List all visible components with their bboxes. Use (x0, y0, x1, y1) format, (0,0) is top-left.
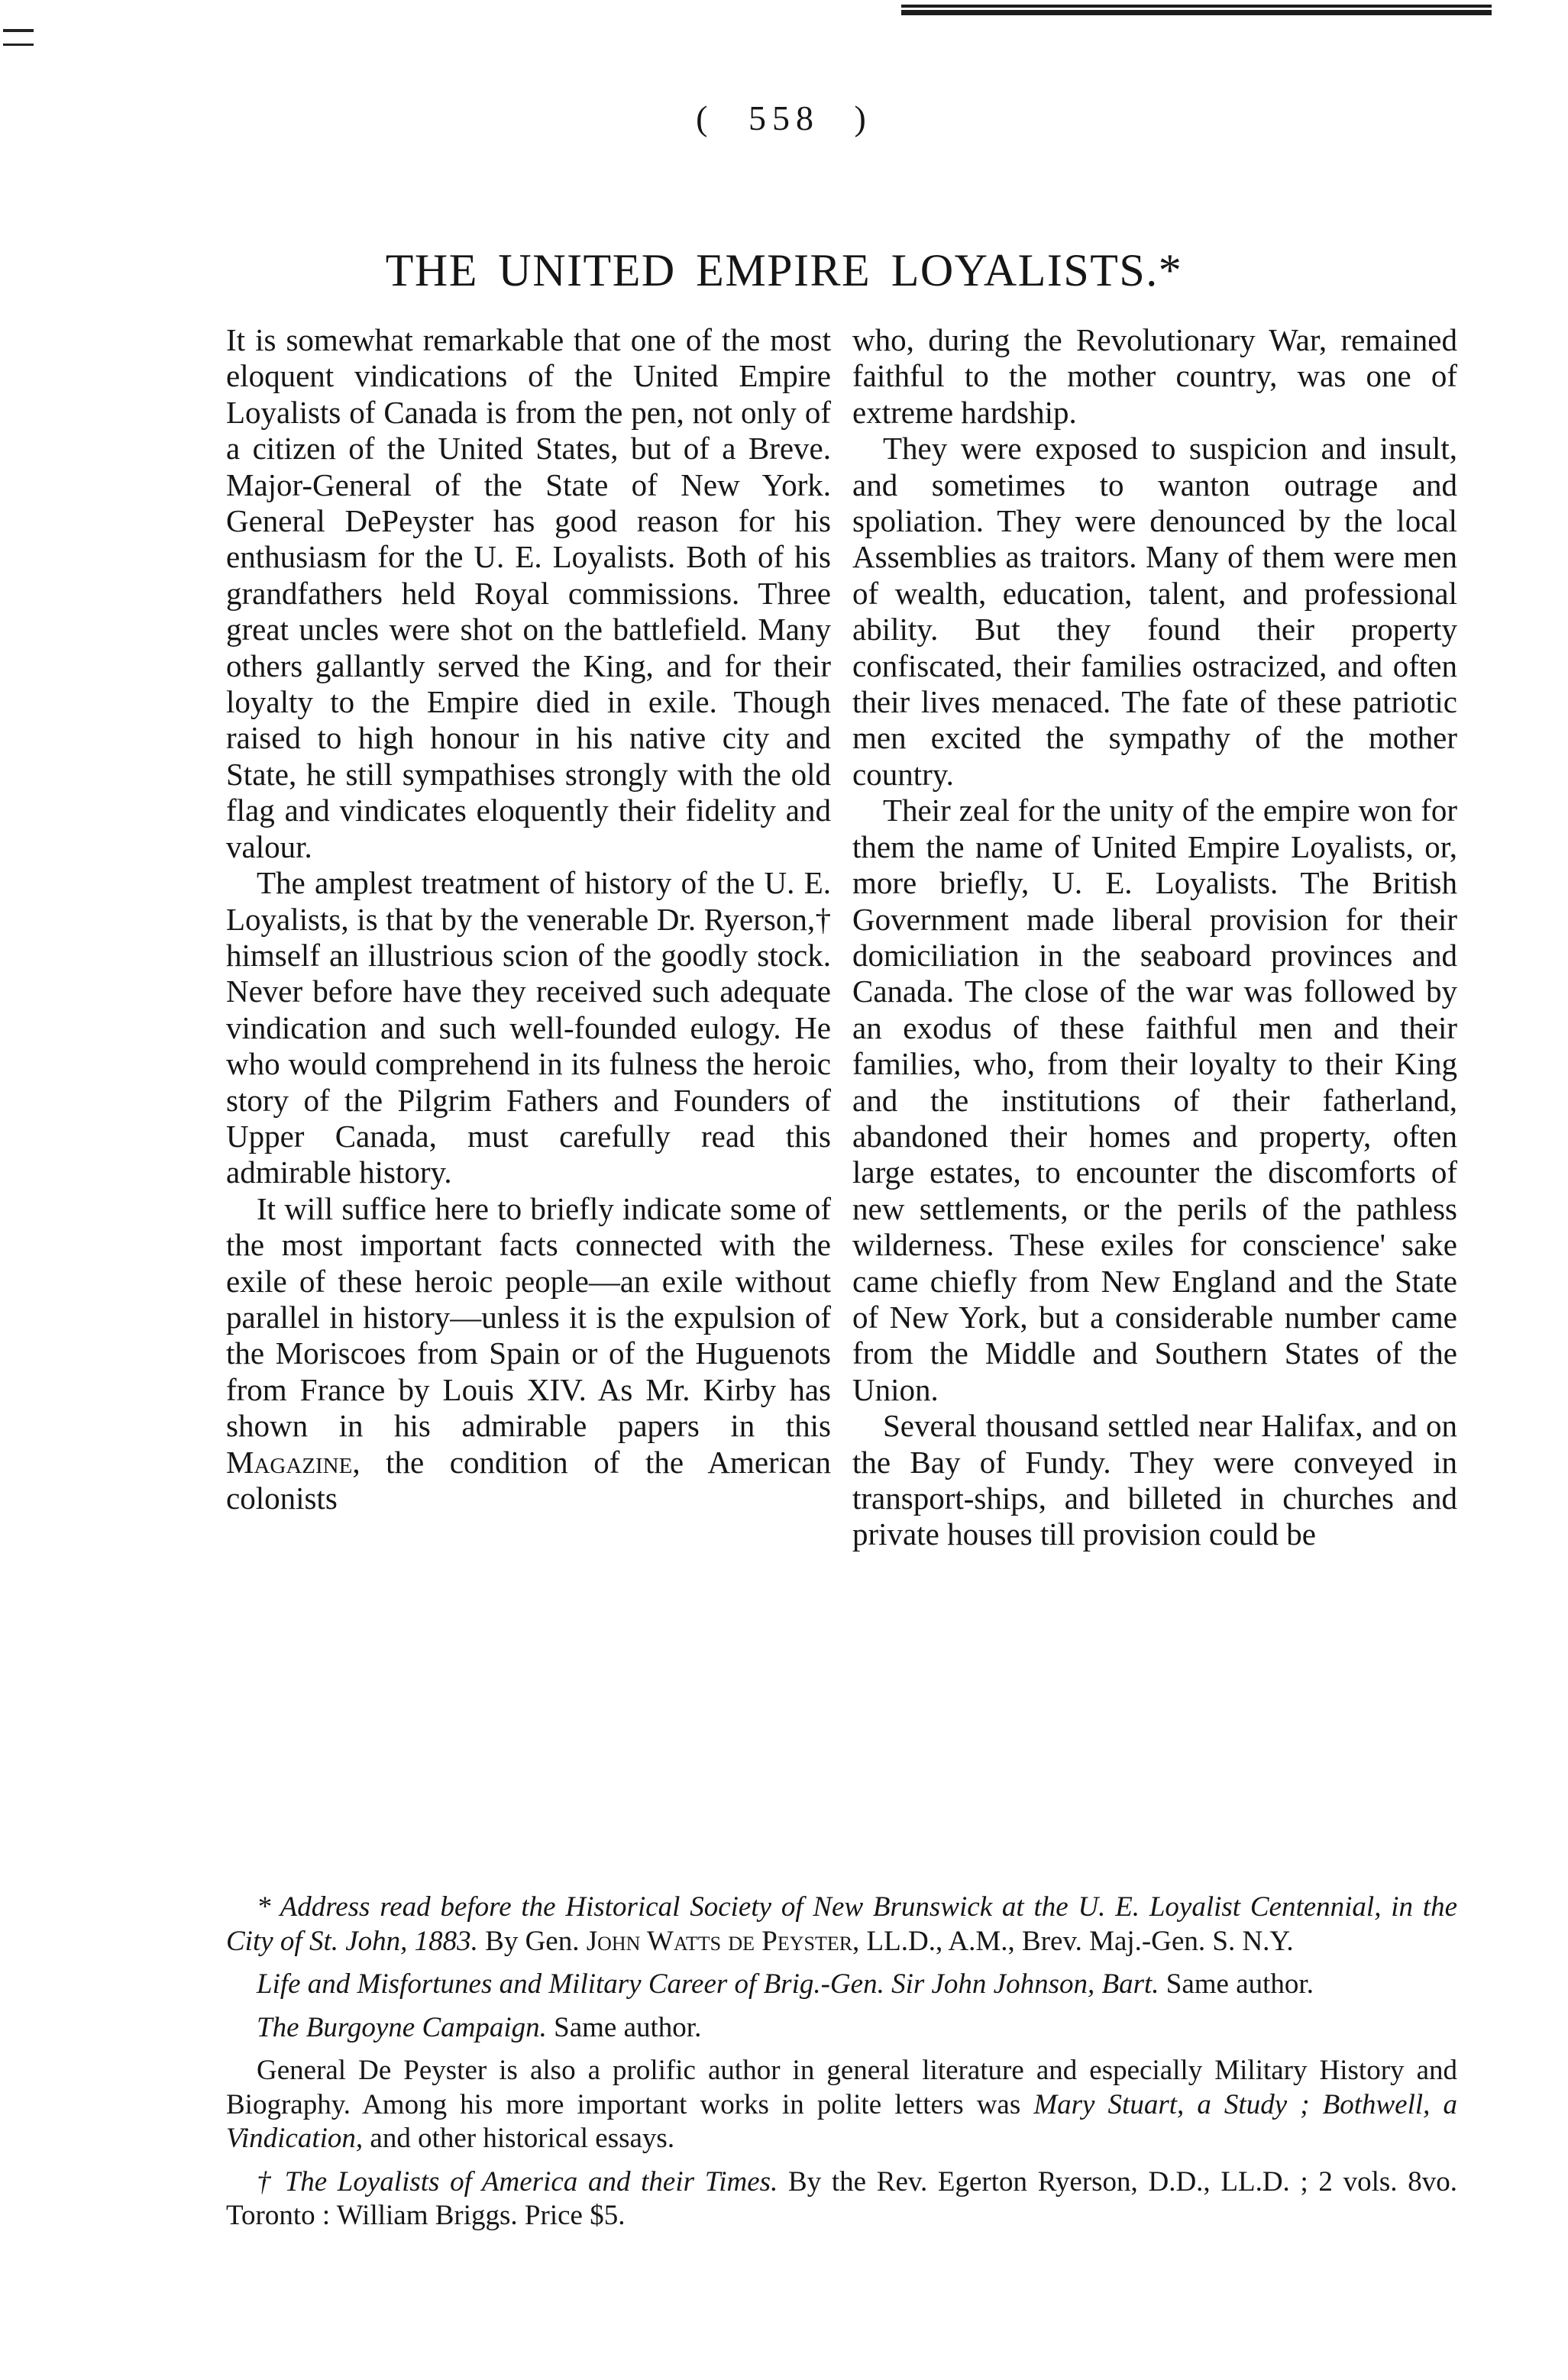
footnote-5-italic: † The Loyalists of America and their Times. (257, 2165, 778, 2198)
footnote-1-by: By Gen. (477, 1925, 587, 1957)
left-column (226, 322, 831, 1516)
footnote-5-rest: By the Rev. Egerton Ryerson, D.D., LL.D. ; 2 vols. 8vo. Toronto : William Briggs. Price $5. (226, 2165, 1457, 2231)
footnote-2-italic: Life and Misfortunes and Military Career of Brig.-Gen. Sir John Johnson, Bart. (257, 1968, 1159, 2000)
right-paragraph-2: They were exposed to suspicion and insult, and sometimes to wanton outrage and spoliation. They were denounced by the local Assemblies as traitors. Many of them were men of wealth, education, talent, and professional ability. But they found their property confiscated, their families ostracized, and often their lives menaced. The fate of these patriotic men excited the sympathy of the mother country. (852, 431, 1457, 792)
page-number: ( 558 ) (696, 98, 872, 137)
left-paragraph-2: The amplest treatment of history of the U. E. Loyalists, is that by the venerable Dr. Ryerson,† himself an illustrious scion of the goodly stock. Never before have they received such adequate vindication and such well-founded eulogy. He who would comprehend in its fulness the heroic story of the Pilgrim Fathers and Founders of Upper Canada, must carefully read this admirable history. (226, 865, 831, 1190)
footnote-1-italic: * Address read before the Historical Society of New Brunswick at the U. E. Loyalist Centennial, in the City of St. John, 1883. (226, 1891, 1457, 1957)
left-paragraph-3-end: , the condition of the American colonists (226, 1444, 831, 1516)
footnote-1-rest: , LL.D., A.M., Brev. Maj.-Gen. S. N.Y. (852, 1925, 1294, 1957)
right-column (852, 322, 1457, 1553)
left-paragraph-3-start: It will suffice here to briefly indicate some of the most important facts connected with the exile of these heroic people—an exile without parallel in history—unless it is the expulsion of the Moriscoes from Spain or of the Huguenots from France by Louis XIV. As Mr. Kirby has shown in his admirable papers in this (226, 1190, 831, 1444)
corner-mark (3, 29, 34, 46)
footnote-1 (226, 1891, 1457, 1959)
footnotes (226, 1891, 1457, 2243)
right-paragraph-3: Their zeal for the unity of the empire won for them the name of United Empire Loyalists, or, more briefly, U. E. Loyalists. The British Government made liberal provision for their domiciliation in the seaboard provinces and Canada. The close of the war was followed by an exodus of these faithful men and their families, who, from their loyalty to their King and the institutions of their fatherland, abandoned their homes and property, often large estates, to encounter the discomforts of new settlements, or the perils of the pathless wilderness. These exiles for conscience' sake came chiefly from New England and the State of New York, but a considerable number came from the Middle and Southern States of the Union. (852, 793, 1457, 1407)
footnote-3-italic: The Burgoyne Campaign. (257, 2011, 547, 2043)
footnote-1-author: John Watts de Peyster (586, 1925, 853, 1957)
page-title: THE UNITED EMPIRE LOYALISTS.* (385, 245, 1183, 295)
footnote-4-start: General De Peyster is also a prolific author in general literature and especially Military History and Biography. Among his more important works in polite letters was (226, 2055, 1457, 2120)
footnote-5 (226, 2165, 1457, 2233)
magazine-name: Magazine (226, 1444, 353, 1480)
footnote-3 (226, 2011, 1457, 2046)
footnote-2 (226, 1968, 1457, 2002)
left-paragraph-3 (226, 1191, 831, 1517)
footnote-4-end: and other historical essays. (363, 2123, 675, 2154)
top-rule (901, 5, 1492, 15)
right-paragraph-1: who, during the Revolutionary War, remained faithful to the mother country, was one of extreme hardship. (852, 322, 1457, 430)
footnote-4 (226, 2054, 1457, 2156)
right-paragraph-4: Several thousand settled near Halifax, and on the Bay of Fundy. They were conveyed in transport-ships, and billeted in churches and private houses till provision could be (852, 1408, 1457, 1552)
footnote-4-italic: Mary Stuart, a Study ; Bothwell, a Vindication, (226, 2088, 1457, 2154)
footnote-3-rest: Same author. (546, 2011, 702, 2043)
left-paragraph-1: It is somewhat remarkable that one of the most eloquent vindications of the United Empire Loyalists of Canada is from the pen, not only of a citizen of the United States, but of a Breve. Major-General of the State of New York. General DePeyster has good reason for his enthusiasm for the U. E. Loyalists. Both of his grandfathers held Royal commissions. Three great uncles were shot on the battlefield. Many others gallantly served the King, and for their loyalty to the Empire died in exile. Though raised to high honour in his native city and State, he still sympathises strongly with the old flag and vindicates eloquently their fidelity and valour. (226, 322, 831, 864)
footnote-2-rest: Same author. (1159, 1968, 1314, 2000)
